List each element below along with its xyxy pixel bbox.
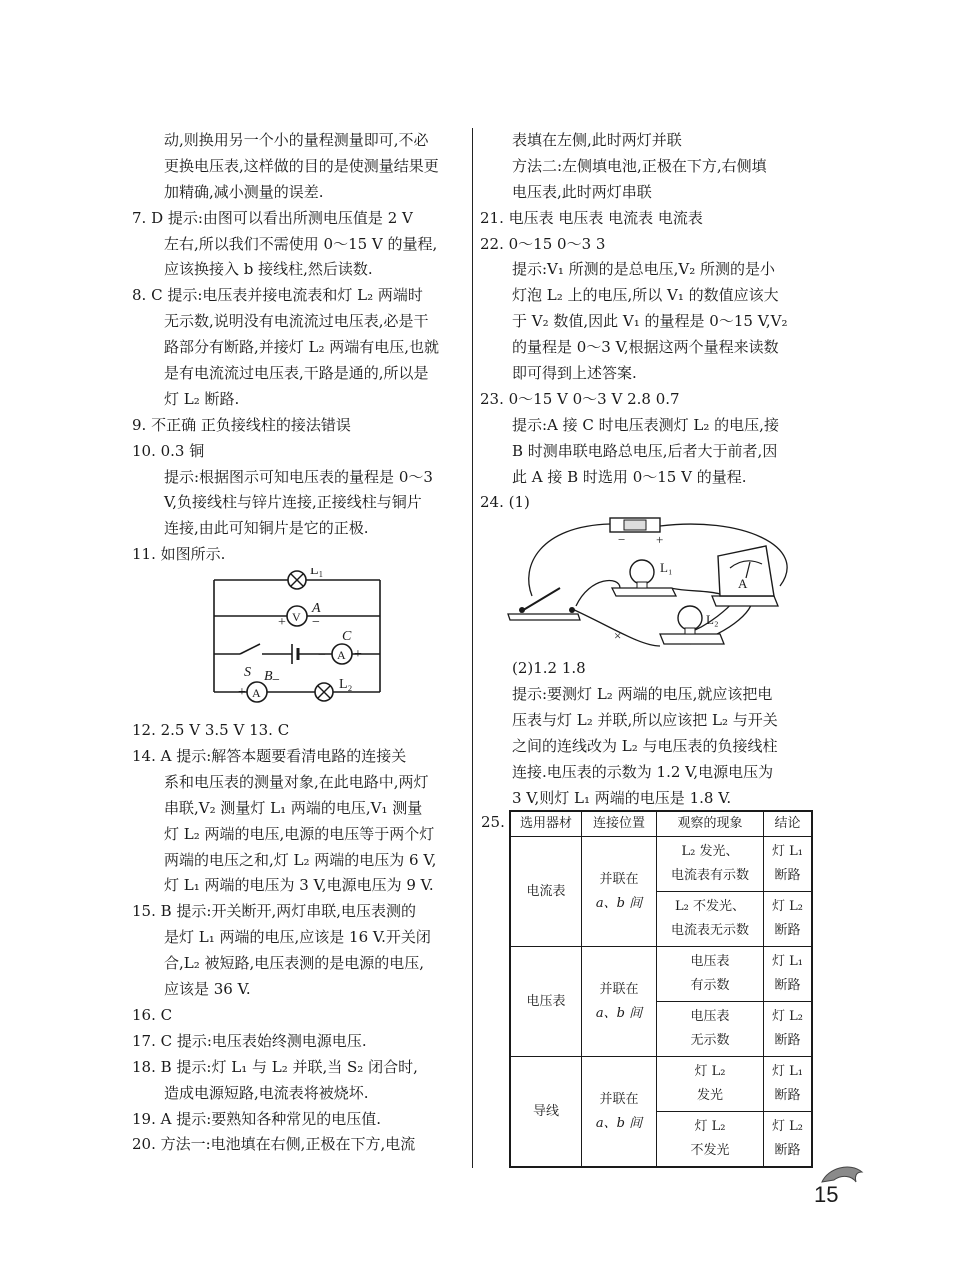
cross-mark: × (614, 628, 622, 644)
switch-icon (508, 588, 580, 620)
left-column (132, 128, 467, 1158)
conclusion-line: 灯 L₁ (772, 954, 803, 969)
text-line: 3 V,则灯 L₁ 两端的电压是 1.8 V. (512, 788, 732, 807)
dolphin-logo-icon (818, 1160, 868, 1198)
text-line: 电压表,此时两灯串联 (512, 182, 652, 201)
apparatus-figure-24 (480, 516, 815, 656)
conclusion-line: 断路 (774, 1143, 801, 1158)
apparatus-diagram (480, 516, 815, 656)
phenomenon-line: 有示数 (690, 978, 730, 993)
text-line: 无示数,说明没有电流流过电压表,必是干 (164, 312, 429, 331)
phenomenon-line: 不发光 (690, 1143, 730, 1158)
right-column (480, 128, 815, 812)
text-line: 于 V₂ 数值,因此 V₁ 的量程是 0～15 V,V₂ (512, 312, 788, 331)
text-line: 灯 L₂ 断路. (164, 389, 240, 408)
label-b-point: B (264, 669, 273, 685)
phenomenon-line: 电流表有示数 (670, 868, 749, 883)
conclusion-line: 断路 (774, 978, 801, 993)
label-l1: L₁ (660, 560, 673, 576)
text-line: 此 A 接 B 时选用 0～15 V 的量程. (512, 467, 747, 486)
text-line: 连接.电压表的示数为 1.2 V,电源电压为 (512, 762, 774, 781)
battery-plus: + (656, 532, 664, 548)
position-line: 并联在 (599, 871, 639, 887)
text-line: 提示:根据图示可知电压表的量程是 0～3 (164, 467, 433, 486)
table-header-cell: 观察的现象 (657, 811, 764, 837)
lamp-l2-icon (315, 683, 333, 701)
label-l1: L₁ (310, 568, 324, 579)
table-row (510, 1057, 812, 1112)
left-text-block-2 (132, 718, 467, 1158)
conclusion-line: 灯 L₁ (772, 844, 803, 859)
table-header-cell: 连接位置 (582, 811, 657, 837)
text-line: 灯 L₁ 两端的电压为 3 V,电源电压为 9 V. (164, 876, 434, 895)
circuit-figure-11 (132, 568, 467, 718)
text-line: 合,L₂ 被短路,电压表测的是电源的电压, (164, 954, 425, 973)
label-s: S (244, 665, 251, 681)
conclusion-line: 灯 L₂ (772, 1009, 803, 1024)
label-ammeter-b: A (252, 686, 261, 701)
text-line: 的量程是 0～3 V,根据这两个量程来读数 (512, 338, 779, 357)
text-line: 动,则换用另一个小的量程测量即可,不必 (164, 131, 429, 149)
column-divider (472, 128, 473, 1168)
text-line: 24. (1) (480, 493, 530, 512)
conclusion-line: 断路 (774, 1088, 801, 1103)
text-line: 灯 L₂ 两端的电压,电源的电压等于两个灯 (164, 824, 435, 843)
label-v-plus: + (278, 615, 286, 631)
phenomenon-line: 电压表 (690, 1009, 730, 1024)
text-line: 9. 不正确 正负接线柱的接法错误 (132, 415, 351, 434)
text-line: 两端的电压之和,灯 L₂ 两端的电压为 6 V, (164, 850, 437, 869)
text-line: 连接,由此可知铜片是它的正极. (164, 519, 369, 538)
lamp-l1-icon (288, 571, 306, 589)
position-line: 并联在 (599, 981, 639, 997)
conclusion-line: 断路 (774, 923, 801, 938)
text-line: 15. B 提示:开关断开,两灯串联,电压表测的 (132, 902, 417, 921)
text-line: V,负接线柱与锌片连接,正接线柱与铜片 (164, 493, 422, 512)
conclusion-line: 灯 L₂ (772, 1119, 803, 1134)
text-line: 18. B 提示:灯 L₁ 与 L₂ 并联,当 S₂ 闭合时, (132, 1057, 418, 1076)
label-ammeter-c: A (337, 648, 346, 663)
conclusion-line: 灯 L₂ (772, 899, 803, 914)
battery-icon (610, 518, 660, 532)
text-line: 10. 0.3 铜 (132, 441, 205, 460)
text-line: 更换电压表,这样做的目的是使测量结果更 (164, 156, 439, 175)
text-line: (2)1.2 1.8 (512, 659, 586, 678)
phenomenon-cell (657, 1112, 764, 1168)
position-cell (582, 1057, 657, 1168)
conclusion-cell (764, 837, 813, 892)
text-line: 是灯 L₁ 两端的电压,应该是 16 V.开关闭 (164, 928, 431, 947)
label-b-minus: − (272, 673, 280, 689)
label-c-point: C (342, 629, 352, 645)
table-header-row (510, 811, 812, 837)
phenomenon-line: 灯 L₂ (694, 1119, 726, 1134)
table-header-cell: 选用器材 (510, 811, 582, 837)
text-line: 应该换接入 b 接线柱,然后读数. (164, 260, 373, 279)
conclusion-cell (764, 1002, 813, 1057)
label-c-minus: − (318, 648, 326, 664)
text-line: 17. C 提示:电压表始终测电源电压. (132, 1031, 367, 1050)
phenomenon-line: 发光 (696, 1088, 723, 1103)
text-line: 系和电压表的测量对象,在此电路中,两灯 (164, 772, 429, 791)
text-line: 灯泡 L₂ 上的电压,所以 V₁ 的数值应该大 (512, 286, 779, 305)
text-line: 表填在左侧,此时两灯并联 (512, 131, 682, 149)
phenomenon-cell (657, 892, 764, 947)
conclusion-line: 灯 L₁ (772, 1064, 803, 1079)
text-line: 提示:要测灯 L₂ 两端的电压,就应该把电 (512, 685, 773, 704)
left-text-block-1 (132, 128, 467, 568)
phenomenon-line: 灯 L₂ (694, 1064, 726, 1079)
text-line: 加精确,减小测量的误差. (164, 182, 324, 201)
text-line: 7. D 提示:由图可以看出所测电压值是 2 V (132, 208, 413, 227)
right-text-block-2 (480, 656, 815, 811)
text-line: 之间的连线改为 L₂ 与电压表的负接线柱 (512, 737, 778, 756)
text-line: 压表与灯 L₂ 并联,所以应该把 L₂ 与开关 (512, 711, 778, 730)
phenomenon-line: L₂ 不发光、 (675, 899, 745, 914)
text-line: 提示:A 接 C 时电压表测灯 L₂ 的电压,接 (512, 415, 779, 434)
position-line: a、b 间 (595, 1005, 643, 1021)
phenomenon-cell (657, 1057, 764, 1112)
conclusion-line: 断路 (774, 868, 801, 883)
label-a: A (738, 576, 748, 592)
text-line: 23. 0～15 V 0～3 V 2.8 0.7 (480, 389, 680, 408)
position-line: a、b 间 (595, 895, 643, 911)
circuit-diagram (132, 568, 467, 718)
label-v-minus: − (312, 615, 320, 631)
table-header-cell: 结论 (764, 811, 813, 837)
text-line: 造成电源短路,电流表将被烧坏. (164, 1083, 369, 1102)
phenomenon-line: 电压表 (690, 954, 730, 969)
phenomenon-cell (657, 837, 764, 892)
label-l2: L₂ (706, 612, 719, 628)
phenomenon-cell (657, 947, 764, 1002)
table-row (510, 837, 812, 892)
page-number: 15 (814, 1182, 839, 1207)
label-a-point: A (312, 601, 321, 617)
conclusion-cell (764, 1057, 813, 1112)
question-25-label: 25. (481, 813, 505, 831)
tool-cell: 导线 (510, 1057, 582, 1168)
text-line: 路部分有断路,并接灯 L₂ 两端有电压,也就 (164, 338, 440, 357)
label-b-plus: + (238, 685, 246, 701)
tool-cell: 电流表 (510, 837, 582, 947)
label-v: V (292, 610, 301, 625)
phenomenon-cell (657, 1002, 764, 1057)
conclusion-cell (764, 947, 813, 1002)
position-line: 并联在 (599, 1091, 639, 1107)
label-c-plus: + (354, 647, 362, 663)
text-line: 提示:V₁ 所测的是总电压,V₂ 所测的是小 (512, 260, 776, 279)
position-cell (582, 947, 657, 1057)
text-line: 应该是 36 V. (164, 980, 251, 999)
text-line: 19. A 提示:要熟知各种常见的电压值. (132, 1109, 382, 1128)
text-line: 串联,V₂ 测量灯 L₁ 两端的电压,V₁ 测量 (164, 798, 423, 817)
text-line: 16. C (132, 1005, 173, 1024)
table-row (510, 947, 812, 1002)
text-line: 方法二:左侧填电池,正极在下方,右侧填 (512, 156, 767, 175)
phenomenon-line: 电流表无示数 (670, 923, 749, 938)
table-body (510, 837, 812, 1168)
text-line: 即可得到上述答案. (512, 364, 637, 383)
text-line: 20. 方法一:电池填在右侧,正极在下方,电流 (132, 1135, 416, 1154)
conclusion-cell (764, 1112, 813, 1168)
position-line: a、b 间 (595, 1115, 643, 1131)
text-line: 21. 电压表 电压表 电流表 电流表 (480, 208, 703, 227)
text-line: 8. C 提示:电压表并接电流表和灯 L₂ 两端时 (132, 286, 423, 305)
position-cell (582, 837, 657, 947)
text-line: 14. A 提示:解答本题要看清电路的连接关 (132, 747, 407, 766)
phenomenon-line: L₂ 发光、 (681, 844, 739, 859)
text-line: 是有电流流过电压表,干路是通的,所以是 (164, 364, 429, 383)
text-line: 左右,所以我们不需使用 0～15 V 的量程, (164, 234, 438, 253)
right-text-block-1 (480, 128, 815, 516)
text-line: 12. 2.5 V 3.5 V 13. C (132, 721, 290, 740)
battery-minus: − (618, 532, 626, 548)
result-table (509, 810, 813, 1168)
phenomenon-line: 无示数 (690, 1033, 730, 1048)
text-line: B 时测串联电路总电压,后者大于前者,因 (512, 441, 778, 460)
tool-cell: 电压表 (510, 947, 582, 1057)
conclusion-line: 断路 (774, 1033, 801, 1048)
text-line: 22. 0～15 0～3 3 (480, 234, 606, 253)
label-l2: L₂ (339, 677, 353, 693)
conclusion-cell (764, 892, 813, 947)
text-line: 11. 如图所示. (132, 545, 226, 564)
